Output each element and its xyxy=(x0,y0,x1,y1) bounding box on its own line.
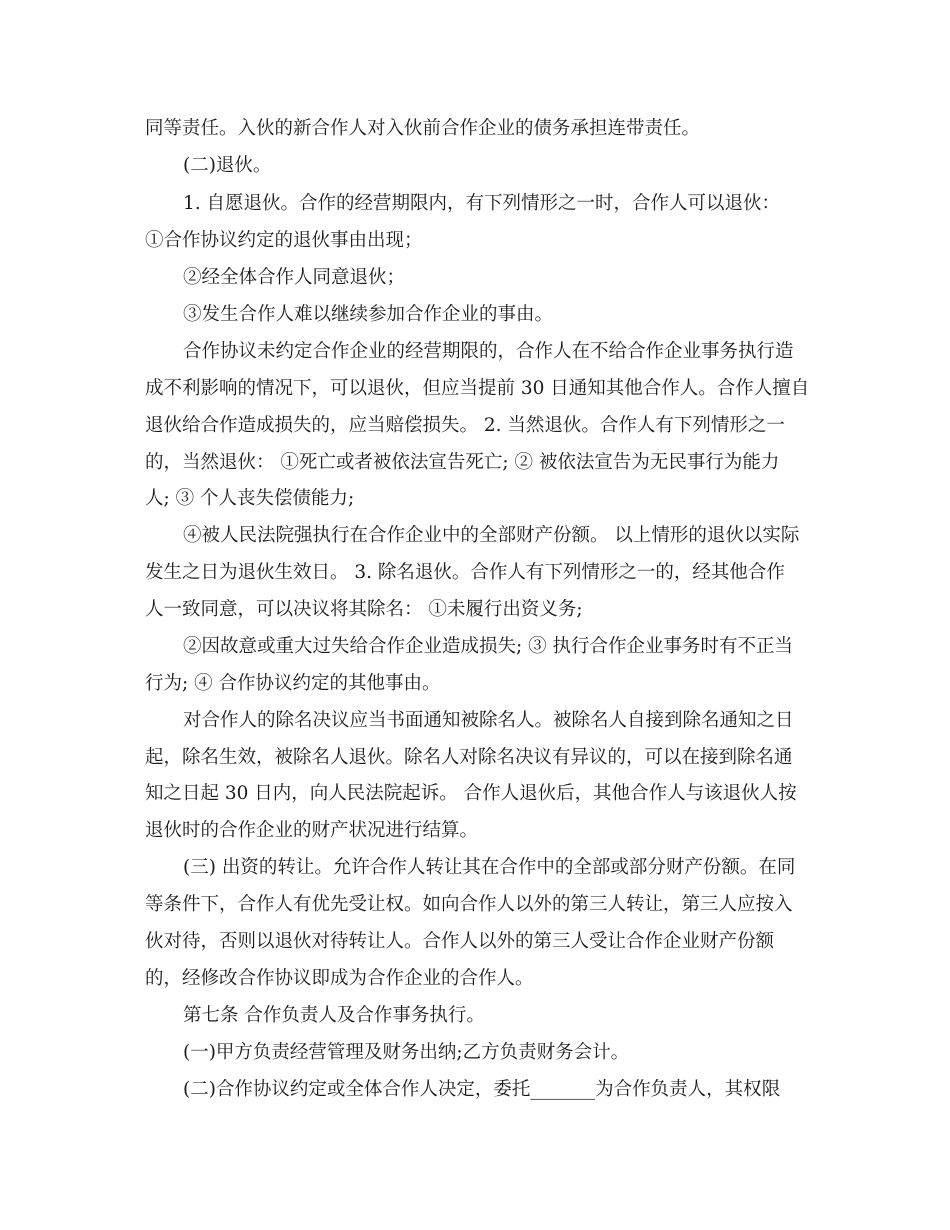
text-line: ②因故意或重大过失给合作企业造成损失; ③ 执行合作企业事务时有不正当 xyxy=(183,636,793,657)
text-line: 的，经修改合作协议即成为合作企业的合作人。 xyxy=(145,968,534,989)
article-heading: 第七条 合作负责人及合作事务执行。 xyxy=(183,1005,485,1026)
text-line: (三) 出资的转让。允许合作人转让其在合作中的全部或部分财产份额。在同 xyxy=(183,857,796,878)
list-item: ③发生合作人难以继续参加合作企业的事由。 xyxy=(183,304,554,325)
text-line: 人; ③ 个人丧失偿债能力; xyxy=(145,488,355,509)
list-item: ②经全体合作人同意退伙； xyxy=(183,267,406,288)
text-line: 的，当然退伙： ①死亡或者被依法宣告死亡; ② 被依法宣告为无民事行为能力 xyxy=(145,452,780,473)
text-line: 对合作人的除名决议应当书面通知被除名人。被除名人自接到除名通知之日 xyxy=(183,710,794,731)
text-line: 退伙给合作造成损失的，应当赔偿损失。 2. 当然退伙。合作人有下列情形之一 xyxy=(145,415,785,436)
text-line: 行为; ④ 合作协议约定的其他事由。 xyxy=(145,673,441,694)
text-line: 发生之日为退伙生效日。 3. 除名退伙。合作人有下列情形之一的，经其他合作 xyxy=(145,562,785,583)
text-line: 同等责任。入伙的新合作人对入伙前合作企业的债务承担连带责任。 xyxy=(145,118,701,139)
text-line: 合作协议未约定合作企业的经营期限的，合作人在不给合作企业事务执行造 xyxy=(183,341,794,362)
text-line: 起，除名生效，被除名人退伙。除名人对除名决议有异议的，可以在接到除名通 xyxy=(145,747,793,768)
text-line: 退伙时的合作企业的财产状况进行结算。 xyxy=(145,820,479,841)
list-item: ①合作协议约定的退伙事由出现； xyxy=(145,230,423,251)
text-line: 1. 自愿退伙。合作的经营期限内，有下列情形之一时，合作人可以退伙： xyxy=(183,193,781,214)
text-line: 伙对待，否则以退伙对待转让人。合作人以外的第三人受让合作企业财产份额 xyxy=(145,931,775,952)
section-heading: (二)退伙。 xyxy=(183,155,272,176)
text-line: 知之日起 30 日内，向人民法院起诉。 合作人退伙后，其他合作人与该退伙人按 xyxy=(145,783,797,804)
text-line: (一)甲方负责经营管理及财务出纳;乙方负责财务会计。 xyxy=(183,1042,630,1063)
text-line: 人一致同意，可以决议将其除名： ①未履行出资义务; xyxy=(145,599,583,620)
text-line: ④被人民法院强执行在合作企业中的全部财产份额。 以上情形的退伙以实际 xyxy=(183,525,800,546)
text-line: 成不利影响的情况下，可以退伙，但应当提前 30 日通知其他合作人。合作人擅自 xyxy=(145,378,810,399)
text-line: 等条件下，合作人有优先受让权。如向合作人以外的第三人转让，第三人应按入 xyxy=(145,894,793,915)
text-line: (二)合作协议约定或全体合作人决定，委托_______为合作负责人，其权限 xyxy=(183,1079,781,1100)
